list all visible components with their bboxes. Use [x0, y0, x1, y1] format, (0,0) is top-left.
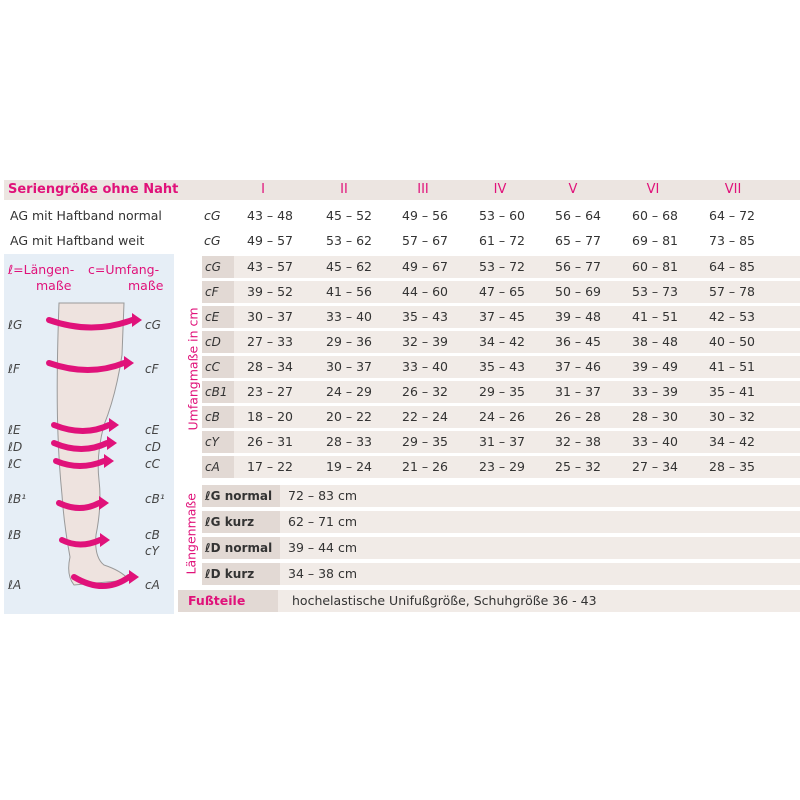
leg-label-cA: cA — [145, 578, 160, 592]
legend-circ-2: maße — [128, 278, 164, 293]
cell: 43 – 48 — [247, 208, 294, 223]
cell: 56 – 64 — [555, 208, 602, 223]
ag-row-label: AG mit Haftband normal — [10, 208, 162, 223]
cell: 42 – 53 — [709, 309, 756, 324]
size-header-1: I — [261, 182, 265, 197]
cell: 26 – 32 — [402, 384, 449, 399]
length-value: 62 – 71 cm — [288, 514, 358, 529]
cell: 29 – 36 — [326, 334, 373, 349]
cell: 24 – 29 — [326, 384, 373, 399]
cell: 26 – 31 — [247, 434, 294, 449]
length-label: ℓD kurz — [202, 563, 280, 585]
cell: 27 – 34 — [632, 459, 679, 474]
row-code: cD — [202, 331, 234, 353]
cell: 31 – 37 — [555, 384, 602, 399]
cell: 33 – 40 — [632, 434, 679, 449]
cell: 33 – 39 — [632, 384, 679, 399]
leg-label-lD: ℓD — [8, 440, 23, 454]
length-label: ℓG kurz — [202, 511, 280, 533]
cell: 23 – 29 — [479, 459, 526, 474]
row-code: cY — [202, 431, 234, 453]
cell: 53 – 73 — [632, 284, 679, 299]
cell: 28 – 30 — [632, 409, 679, 424]
size-header-2: II — [340, 182, 348, 197]
cell: 50 – 69 — [555, 284, 602, 299]
cell: 40 – 50 — [709, 334, 756, 349]
cell: 19 – 24 — [326, 459, 373, 474]
ag-row-code: cG — [204, 233, 221, 248]
row-code: cG — [202, 256, 234, 278]
cell: 26 – 28 — [555, 409, 602, 424]
cell: 53 – 72 — [479, 259, 526, 274]
cell: 73 – 85 — [709, 233, 756, 248]
leg-label-cY: cY — [145, 544, 159, 558]
size-header-6: VI — [646, 182, 660, 197]
cell: 24 – 26 — [479, 409, 526, 424]
legend-length — [8, 262, 74, 278]
cell: 57 – 78 — [709, 284, 756, 299]
footparts-label: Fußteile — [178, 590, 278, 612]
footparts-value: hochelastische Unifußgröße, Schuhgröße 36 - 43 — [292, 593, 597, 608]
leg-label-lA: ℓA — [8, 578, 22, 592]
cell: 30 – 32 — [709, 409, 756, 424]
cell: 35 – 41 — [709, 384, 756, 399]
cell: 32 – 38 — [555, 434, 602, 449]
ag-row-code: cG — [204, 208, 221, 223]
cell: 45 – 62 — [326, 259, 373, 274]
cell: 38 – 48 — [632, 334, 679, 349]
cell: 64 – 85 — [709, 259, 756, 274]
size-header-7: VII — [724, 182, 742, 197]
cell: 49 – 67 — [402, 259, 449, 274]
leg-label-cD: cD — [145, 440, 161, 454]
cell: 33 – 40 — [326, 309, 373, 324]
leg-label-lE: ℓE — [8, 423, 21, 437]
leg-label-cC: cC — [145, 457, 160, 471]
cell: 18 – 20 — [247, 409, 294, 424]
cell: 34 – 42 — [709, 434, 756, 449]
cell: 39 – 48 — [555, 309, 602, 324]
cell: 47 – 65 — [479, 284, 526, 299]
length-value: 34 – 38 cm — [288, 566, 358, 581]
cell: 39 – 49 — [632, 359, 679, 374]
cell: 39 – 52 — [247, 284, 294, 299]
cell: 45 – 52 — [326, 208, 373, 223]
cell: 53 – 60 — [479, 208, 526, 223]
length-label: ℓG normal — [202, 485, 280, 507]
table-title: Seriengröße ohne Naht — [8, 182, 179, 197]
cell: 28 – 35 — [709, 459, 756, 474]
cell: 29 – 35 — [479, 384, 526, 399]
cell: 34 – 42 — [479, 334, 526, 349]
cell: 56 – 77 — [555, 259, 602, 274]
cell: 29 – 35 — [402, 434, 449, 449]
cell: 64 – 72 — [709, 208, 756, 223]
length-value: 39 – 44 cm — [288, 540, 358, 555]
row-code: cB1 — [202, 381, 234, 403]
row-code: cB — [202, 406, 234, 428]
cell: 30 – 37 — [247, 309, 294, 324]
cell: 28 – 34 — [247, 359, 294, 374]
cell: 49 – 56 — [402, 208, 449, 223]
cell: 22 – 24 — [402, 409, 449, 424]
cell: 37 – 45 — [479, 309, 526, 324]
legend-length-2: maße — [36, 278, 72, 293]
cell: 57 – 67 — [402, 233, 449, 248]
cell: 49 – 57 — [247, 233, 294, 248]
leg-label-lB1: ℓB¹ — [8, 492, 26, 506]
cell: 33 – 40 — [402, 359, 449, 374]
leg-label-lG: ℓG — [8, 318, 23, 332]
length-value: 72 – 83 cm — [288, 488, 358, 503]
cell: 23 – 27 — [247, 384, 294, 399]
leg-label-lB: ℓB — [8, 528, 22, 542]
cell: 41 – 56 — [326, 284, 373, 299]
row-code: cF — [202, 281, 234, 303]
leg-label-lF: ℓF — [8, 362, 20, 376]
legend-circ: c=Umfang- — [88, 262, 160, 277]
size-header-4: IV — [493, 182, 507, 197]
cell: 27 – 33 — [247, 334, 294, 349]
cell: 32 – 39 — [402, 334, 449, 349]
legend-length-line1: ℓ=Längen- — [8, 262, 75, 277]
cell: 41 – 51 — [632, 309, 679, 324]
row-code: cA — [202, 456, 234, 478]
cell: 21 – 26 — [402, 459, 449, 474]
leg-label-lC: ℓC — [8, 457, 22, 471]
cell: 65 – 77 — [555, 233, 602, 248]
cell: 60 – 81 — [632, 259, 679, 274]
length-label: ℓD normal — [202, 537, 280, 559]
leg-label-cE: cE — [145, 423, 160, 437]
leg-label-cB: cB — [145, 528, 160, 542]
cell: 30 – 37 — [326, 359, 373, 374]
cell: 61 – 72 — [479, 233, 526, 248]
cell: 17 – 22 — [247, 459, 294, 474]
cell: 60 – 68 — [632, 208, 679, 223]
cell: 53 – 62 — [326, 233, 373, 248]
circumference-section-label: Umfangmaße in cm — [185, 307, 201, 431]
leg-label-cB1: cB¹ — [145, 492, 165, 506]
cell: 36 – 45 — [555, 334, 602, 349]
cell: 25 – 32 — [555, 459, 602, 474]
row-code: cC — [202, 356, 234, 378]
cell: 41 – 51 — [709, 359, 756, 374]
size-header-3: III — [417, 182, 429, 197]
cell: 37 – 46 — [555, 359, 602, 374]
cell: 43 – 57 — [247, 259, 294, 274]
cell: 31 – 37 — [479, 434, 526, 449]
cell: 20 – 22 — [326, 409, 373, 424]
cell: 35 – 43 — [402, 309, 449, 324]
row-code: cE — [202, 306, 234, 328]
ag-row-label: AG mit Haftband weit — [10, 233, 145, 248]
cell: 69 – 81 — [632, 233, 679, 248]
size-header-5: V — [568, 182, 578, 197]
leg-label-cG: cG — [145, 318, 161, 332]
cell: 35 – 43 — [479, 359, 526, 374]
leg-label-cF: cF — [145, 362, 159, 376]
length-section-label: Längenmaße — [183, 493, 199, 575]
cell: 44 – 60 — [402, 284, 449, 299]
cell: 28 – 33 — [326, 434, 373, 449]
